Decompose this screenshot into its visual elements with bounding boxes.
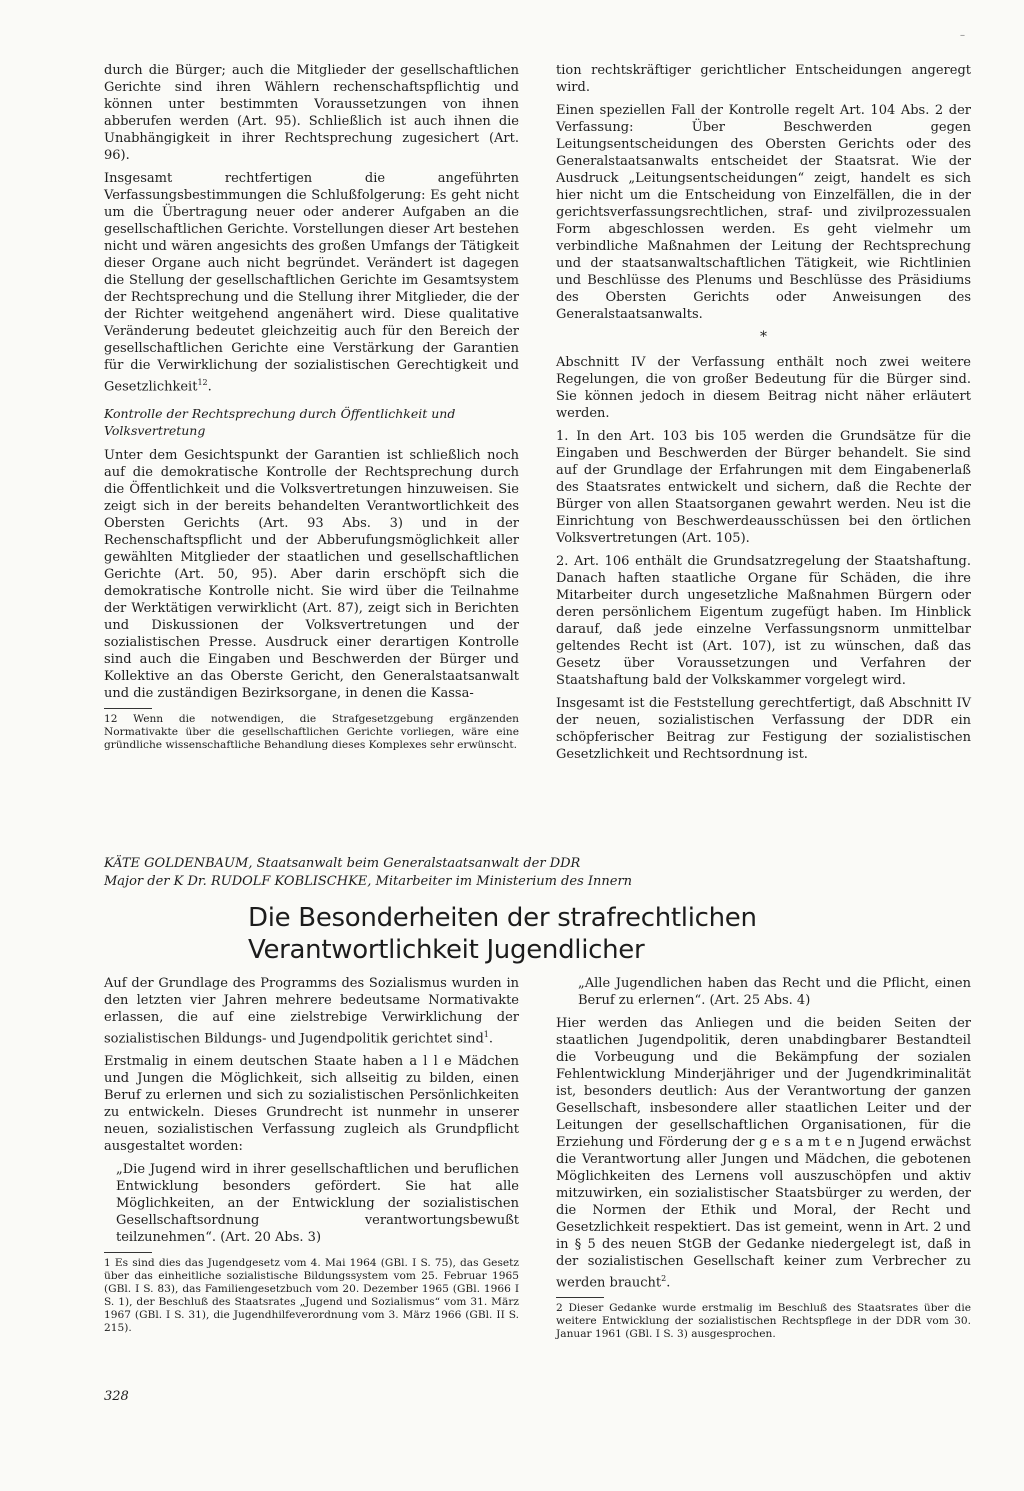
block-quote: „Alle Jugendlichen haben das Recht und die Pflicht, einen Beruf zu erlernen“. (Art. 25 Abs. 4)	[578, 976, 971, 1008]
footnote-divider	[556, 1297, 604, 1298]
article-title-line: Die Besonderheiten der strafrechtlichen	[248, 903, 757, 933]
footnote-ref: 2	[661, 1274, 667, 1283]
section-separator-star: *	[760, 329, 767, 345]
paragraph: 1. In den Art. 103 bis 105 werden die Grundsätze für die Eingaben und Beschwerden der Bürger behandelt. Sie sind auf der Grundlage der Erfahrungen mit dem Eingabenerlaß des Staatsrates entwickelt und sichern, daß die Rechte der Bürger von allen Staatsorganen gewahrt werden. Neu ist die Einrichtung von Beschwerdeausschüssen bei den örtlichen Volksvertretungen (Art. 105).	[556, 429, 971, 546]
author-block	[104, 855, 924, 891]
paragraph: tion rechtskräftiger gerichtlicher Entscheidungen angeregt wird.	[556, 63, 971, 95]
paragraph: Abschnitt IV der Verfassung enthält noch zwei weitere Regelungen, die von großer Bedeutung für die Bürger sind. Sie können jedoch in diesem Beitrag nicht näher erläutert werden.	[556, 355, 971, 421]
author-line: KÄTE GOLDENBAUM, Staatsanwalt beim Generalstaatsanwalt der DDR	[104, 856, 581, 871]
block-quote: „Die Jugend wird in ihrer gesellschaftlichen und beruflichen Entwicklung besonders gefördert. Sie hat alle Möglichkeiten, an der Entwicklung der sozialistischen Gesellschaftsordnung verantwortungsbewußt teilzunehmen“. (Art. 20 Abs. 3)	[116, 1162, 519, 1246]
paragraph: Einen speziellen Fall der Kontrolle regelt Art. 104 Abs. 2 der Verfassung: Über Beschwerden gegen Leitungsentscheidungen des Obersten Gerichts oder des Generalstaatsanwalts entscheidet der Staatsrat. Wie der Ausdruck „Leitungsentscheidungen“ zeigt, handelt es sich hier nicht um die Entscheidung von Einzelfällen, die in der gerichtsverfassungsrechtlichen, straf- und zivilprozessualen Form abgeschlossen werden. Es geht vielmehr um verbindliche Maßnahmen der Leitung der Rechtsprechung und der staatsanwaltschaftlichen Tätigkeit, wie Richtlinien und Beschlüsse des Plenums und Beschlüsse des Präsidiums des Obersten Gerichts oder Anweisungen des Generalstaatsanwalts.	[556, 103, 971, 322]
article-title-line: Verantwortlichkeit Jugendlicher	[248, 935, 645, 965]
paragraph: 2. Art. 106 enthält die Grundsatzregelung der Staatshaftung. Danach haften staatliche Organe für Schäden, die ihre Mitarbeiter durch ungesetzliche Maßnahmen Bürgern oder deren persönlichem Eigentum zugefügt haben. Im Hinblick darauf, daß jede einzelne Verfassungsnorm unmittelbar geltendes Recht ist (Art. 107), ist zu wünschen, daß das Gesetz über Voraussetzungen und Verfahren der Staatshaftung bald der Volkskammer vorgelegt wird.	[556, 554, 971, 688]
footnote: 12 Wenn die notwendigen, die Strafgesetzgebung ergänzenden Normativakte über die gesellschaftlichen Gerichte vorliegen, wäre eine gründliche wissenschaftliche Behandlung dieses Komplexes sehr erwünscht.	[104, 713, 519, 752]
footnote-ref: 12	[197, 378, 208, 387]
paragraph: Hier werden das Anliegen und die beiden Seiten der staatlichen Jugendpolitik, deren unabdingbarer Bestandteil die Vorbeugung und die Bekämpfung der sozialen Fehlentwicklung Minderjähriger und der Jugendkriminalität ist, besonders deutlich: Aus der Verantwortung der ganzen Gesellschaft, insbesondere aller staatlichen Leiter und der Leitungen der gesellschaftlichen Organisationen, für die Erziehung und Förderung der g e s a m t e n Jugend erwächst die Verantwortung aller Jungen und Mädchen, die gebotenen Möglichkeiten des Lernens voll auszuschöpfen und aktiv mitzuwirken, ein sozialistischer Staatsbürger zu werden, der die Normen der Ethik und Moral, der Recht und Gesetzlichkeit respektiert. Das ist gemeint, wenn in Art. 2 und in § 5 des neuen StGB der Gedanke niedergelegt ist, daß in der sozialistischen Gesellschaft keiner zum Verbrecher zu werden braucht$^2$.	[556, 1016, 971, 1291]
page-number: 328	[104, 1389, 129, 1404]
column-bottom-left	[104, 975, 519, 1335]
section-subheading: Kontrolle der Rechtsprechung durch Öffentlichkeit und Volksvertretung	[104, 406, 456, 439]
paragraph: durch die Bürger; auch die Mitglieder der gesellschaftlichen Gerichte sind ihren Wählern rechenschaftspflichtig und können unter bestimmten Voraussetzungen von ihnen abberufen werden (Art. 95). Schließlich ist auch ihnen die Unabhängigkeit in ihrer Rechtsprechung zugesichert (Art. 96).	[104, 63, 519, 163]
paragraph: Erstmalig in einem deutschen Staate haben a l l e Mädchen und Jungen die Möglichkeit, sich allseitig zu bilden, einen Beruf zu erlernen und sich zu sozialistischen Persönlichkeiten zu entwickeln. Dieses Grundrecht ist nunmehr in unserer neuen, sozialistischen Verfassung zugleich als Grundpflicht ausgestaltet worden:	[104, 1054, 519, 1155]
column-top-left	[104, 62, 519, 752]
column-bottom-right	[556, 975, 971, 1341]
paragraph: Unter dem Gesichtspunkt der Garantien ist schließlich noch auf die demokratische Kontrolle der Rechtsprechung durch die Öffentlichkeit und die Volksvertretungen hinzuweisen. Sie zeigt sich in der bereits behandelten Verantwortlichkeit des Obersten Gerichts (Art. 93 Abs. 3) und in der Rechenschaftspflicht und der Abberufungsmöglichkeit aller gewählten Mitglieder der staatlichen und gesellschaftlichen Gerichte (Art. 50, 95). Aber darin erschöpft sich die demokratische Kontrolle nicht. Sie wird über die Teilnahme der Werktätigen verwirklicht (Art. 87), zeigt sich in Berichten und Diskussionen der Volksvertretungen und der sozialistischen Presse. Ausdruck einer derartigen Kontrolle sind auch die Eingaben und Beschwerden der Bürger und Kollektive an das Oberste Gericht, den Generalstaatsanwalt und die zuständigen Bezirksorgane, in denen die Kassa-	[104, 448, 519, 702]
footnote-ref: 1	[483, 1030, 489, 1039]
article-title	[248, 902, 888, 966]
paragraph: Insgesamt rechtfertigen die angeführten Verfassungsbestimmungen die Schlußfolgerung: Es geht nicht um die Übertragung neuer oder anderer Aufgaben an die gesellschaftlichen Gerichte. Vorstellungen dieser Art bestehen nicht und wären angesichts des großen Umfangs der Tätigkeit dieser Organe auch nicht begründet. Verändert ist dagegen die Stellung der gesellschaftlichen Gerichte im Gesamtsystem der Rechtsprechung und die Stellung ihrer Mitglieder, die der der Richter weitgehend angenähert wird. Diese qualitative Veränderung bedeutet gleichzeitig auch für den Bereich der gesellschaftlichen Gerichte eine Verstärkung der Garantien für die Verwirklichung der sozialistischen Gerechtigkeit und Gesetzlichkeit$^{12}$.	[104, 171, 519, 395]
paragraph: Auf der Grundlage des Programms des Sozialismus wurden in den letzten vier Jahren mehrere bedeutsame Normativakte erlassen, die auf eine zielstrebige Verwirklichung der sozialistischen Bildungs- und Jugendpolitik gerichtet sind$^1$.	[104, 976, 519, 1047]
footnote-divider	[104, 1252, 152, 1253]
corner-mark: –	[960, 30, 965, 41]
footnote: 2 Dieser Gedanke wurde erstmalig im Beschluß des Staatsrates über die weitere Entwicklung der sozialistischen Rechtspflege in der DDR vom 30. Januar 1961 (GBl. I S. 3) ausgesprochen.	[556, 1302, 971, 1341]
column-top-right	[556, 62, 971, 769]
paragraph: Insgesamt ist die Feststellung gerechtfertigt, daß Abschnitt IV der neuen, sozialistischen Verfassung der DDR ein schöpferischer Beitrag zur Festigung der sozialistischen Gesetzlichkeit und Rechtsordnung ist.	[556, 696, 971, 762]
author-line: Major der K Dr. RUDOLF KOBLISCHKE, Mitarbeiter im Ministerium des Innern	[104, 874, 633, 889]
footnote-divider	[104, 708, 152, 709]
footnote: 1 Es sind dies das Jugendgesetz vom 4. Mai 1964 (GBl. I S. 75), das Gesetz über das einheitliche sozialistische Bildungssystem vom 25. Februar 1965 (GBl. I S. 83), das Familiengesetzbuch vom 20. Dezember 1965 (GBl. 1966 I S. 1), der Beschluß des Staatsrates „Jugend und Sozialismus“ vom 31. März 1967 (GBl. I S. 31), die Jugendhilfeverordnung vom 3. März 1966 (GBl. II S. 215).	[104, 1257, 519, 1335]
